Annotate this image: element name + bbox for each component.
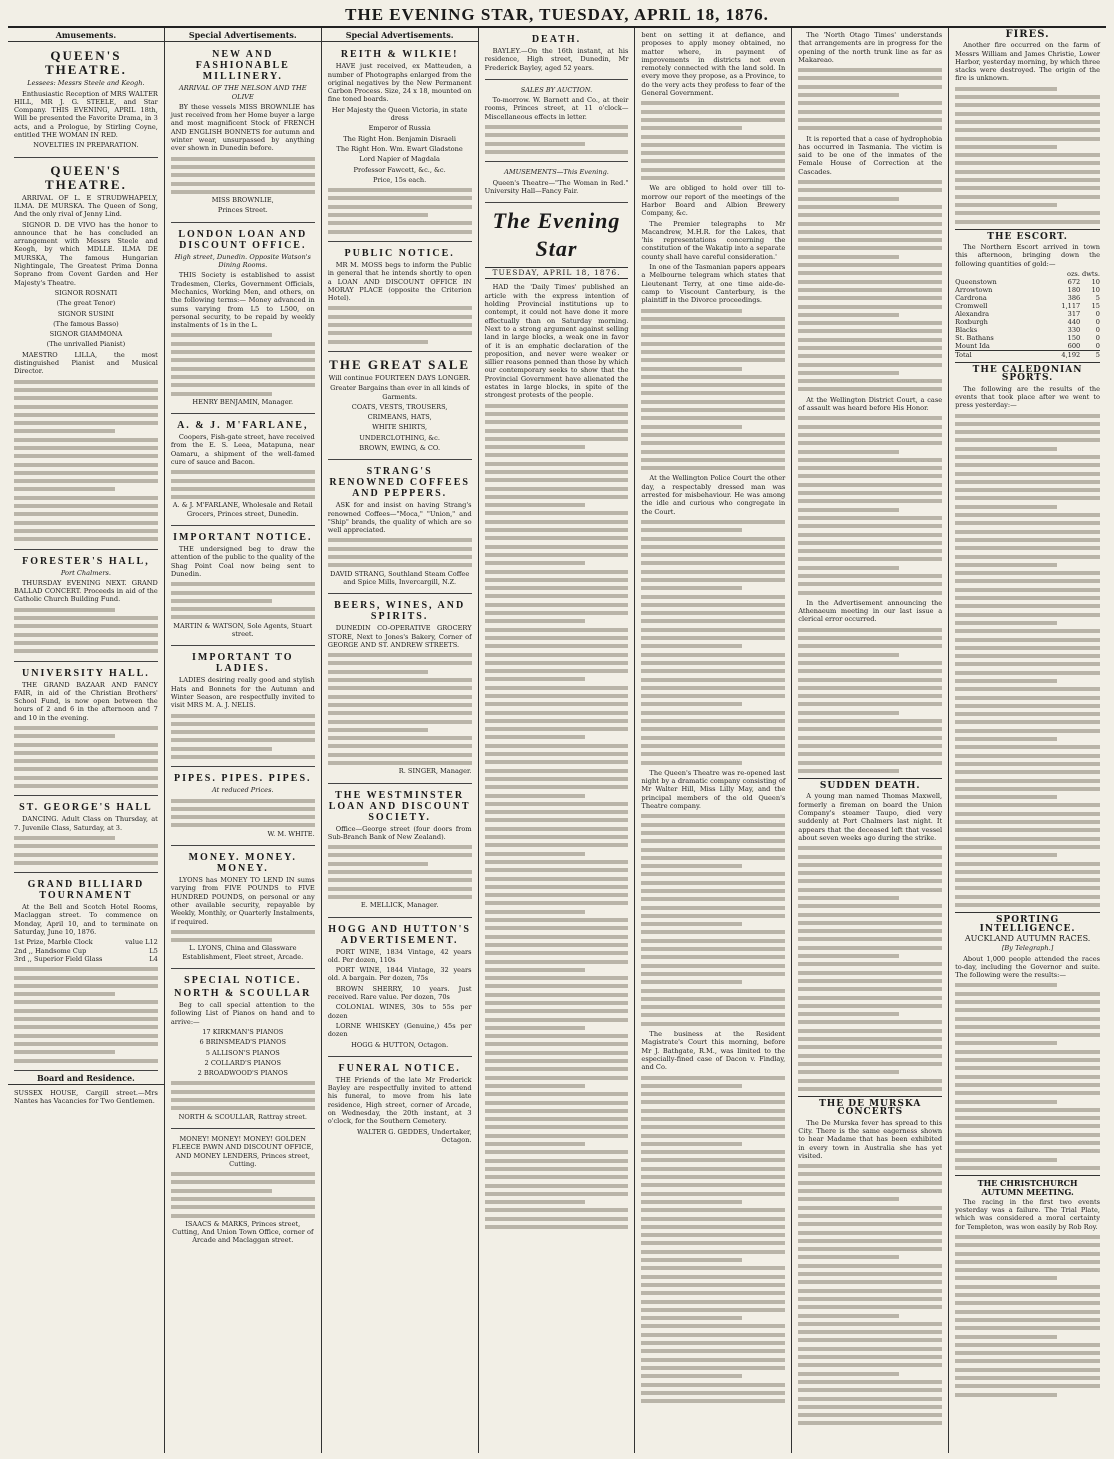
text-filler xyxy=(798,626,942,775)
ad-title: ST. GEORGE'S HALL xyxy=(19,802,153,814)
ad-signature: MARTIN & WATSON, Sole Agents, Stuart street. xyxy=(173,621,313,639)
ad-body: THIS Society is established to assist Tradesmen, Clerks, Government Officials, Mechanics, Working Men, and others, on the following terms:— Money advanced in sums varying from L5 to L500, on personal security, to be repaid by weekly instalments of 1s in the L. xyxy=(170,271,315,330)
ad-body: MAESTRO LILLA, the most distinguished Pianist and Musical Director. xyxy=(14,350,158,376)
text-filler xyxy=(328,186,472,236)
ad-st-georges-hall xyxy=(14,799,158,873)
table-cell: 317 xyxy=(1067,310,1081,319)
article-body: The business at the Resident Magistrate's Court this morning, before Mr J. Bathgate, R.M., was limited to the especially-fined case of Dacon v. Findlay, and Co. xyxy=(641,1030,786,1072)
text-filler xyxy=(171,468,315,501)
article-body: The racing in the first two events yesterday was a failure. The Trial Plate, which was considered a moral certainty for Templeton, was won easily by Rob Roy. xyxy=(955,1197,1100,1231)
table-cell: 10 xyxy=(1091,286,1100,295)
text-filler xyxy=(328,651,472,767)
ad-subtitle: High street, Dunedin. Opposite Watson's Dining Rooms. xyxy=(174,252,311,270)
text-filler xyxy=(14,724,158,790)
ad-queens-theatre xyxy=(14,46,158,157)
column-7 xyxy=(949,28,1106,1453)
ad-signature: E. MELLICK, Manager. xyxy=(360,901,439,910)
divider xyxy=(955,229,1100,230)
ad-title: THE WESTMINSTER LOAN AND DISCOUNT SOCIETY. xyxy=(328,789,471,823)
ad-hogg-hutton xyxy=(328,921,472,1057)
list-item: 17 KIRKMAN'S PIANOS xyxy=(202,1027,284,1036)
ad-signature: A. & J. M'FARLANE, Wholesale and Retail Grocers, Princes street, Dunedin. xyxy=(172,501,313,518)
list-item: BROWN SHERRY, 10 years. Just received. Rare value. Per dozen, 70s xyxy=(327,984,472,1002)
list-item: 2 COLLARD'S PIANOS xyxy=(204,1058,281,1067)
text-filler xyxy=(485,123,629,156)
table-cell: 5 xyxy=(1095,294,1100,303)
auction-notice xyxy=(485,83,629,162)
table-cell: ozs. dwts. xyxy=(1066,270,1100,279)
performer-name: SIGNOR SUSINI xyxy=(57,309,115,318)
ad-pipes xyxy=(171,770,315,846)
text-filler xyxy=(328,304,472,345)
ad-body: Beg to call special attention to the following List of Pianos on hand and to arrive:— xyxy=(170,1001,315,1026)
section-title: FIRES. xyxy=(1005,29,1050,40)
table-row xyxy=(955,326,1100,334)
text-filler xyxy=(955,981,1100,1172)
list-item: PORT WINE, 1844 Vintage, 32 years old. A bargain. Per dozen, 75s xyxy=(327,966,472,983)
ad-title: IMPORTANT NOTICE. xyxy=(173,532,313,544)
ad-address: Princes Street. xyxy=(217,206,268,215)
table-cell: 4,192 xyxy=(1061,351,1081,360)
article-body: The following are the results of the events that took place after we went to press yesterday:— xyxy=(955,384,1100,410)
text-filler xyxy=(955,1233,1100,1399)
ad-title: BEERS, WINES, AND SPIRITS. xyxy=(334,600,466,623)
table-row xyxy=(955,302,1100,310)
section-title: THE ESCORT. xyxy=(987,231,1068,242)
ad-body: HAVE just received, ex Matteuden, a number of Photographs enlarged from the original negatives by the New Permanent Carbon Process. Size, 24 x 18, mounted on fine toned boards. xyxy=(327,62,472,104)
text-filler xyxy=(641,99,785,182)
divider xyxy=(955,362,1100,363)
article-body: The De Murska fever has spread to this City. There is the same eagerness shown to hear Madame that has been exhibited in every town in Australia she has yet visited. xyxy=(798,1118,943,1160)
list-item: LORNE WHISKEY (Genuine,) 45s per dozen xyxy=(327,1021,472,1039)
text-filler xyxy=(798,844,942,1093)
text-filler xyxy=(171,331,315,397)
article-body: The Queen's Theatre was re-opened last night by a dramatic company consisting of Mr Walter Hill, Miss Lilly May, and the principal members of the old Queen's Theatre company. xyxy=(641,768,786,811)
table-cell: Cromwell xyxy=(955,302,988,311)
ad-body: MONEY! MONEY! MONEY! GOLDEN FLEECE PAWN AND DISCOUNT OFFICE, AND MONEY LENDERS, Princes street, Cutting. xyxy=(172,1134,314,1168)
text-filler xyxy=(485,402,629,1232)
death-notice xyxy=(485,31,629,80)
text-filler xyxy=(641,307,785,473)
table-cell: 5 xyxy=(1095,351,1100,360)
ad-title: PUBLIC NOTICE. xyxy=(344,247,455,259)
ad-foresters-hall xyxy=(14,553,158,662)
performer-role: (The famous Basso) xyxy=(53,319,119,328)
table-row xyxy=(955,310,1100,318)
ad-body: THE GRAND BAZAAR AND FANCY FAIR, in aid of the Christian Brothers' School Fund, is now open between the hours of 2 and 6 in the afternoon and 7 and 10 in the evening. xyxy=(14,680,158,722)
list-item: The Right Hon. Benjamin Disraeli xyxy=(343,134,456,143)
ad-signature: W. M. WHITE. xyxy=(267,829,315,838)
list-item: Emperor of Russia xyxy=(368,124,431,133)
table-cell: St. Bathans xyxy=(955,334,994,343)
text-filler xyxy=(328,536,472,569)
performer-role: (The great Tenor) xyxy=(56,299,116,308)
table-cell: Cardrona xyxy=(955,294,987,303)
ad-signature: L. LYONS, China and Glassware Establishment, Fleet street, Arcade. xyxy=(182,944,304,961)
ad-body: SIGNOR D. DE VIVO has the honor to announce that he has concluded an arrangement with Messrs Steele and Keogh, by which MDLLE. ILMA DE MURSKA, The famous Hungarian Nightingale, The Greatest Prima Donna Soprano from Covent Garden and Her Majesty's Theatre. xyxy=(14,220,158,287)
table-cell: 672 xyxy=(1067,278,1081,287)
list-item: Professor Fawcett, &c., &c. xyxy=(353,165,446,174)
text-filler xyxy=(171,928,315,945)
table-cell: 440 xyxy=(1067,318,1081,327)
ad-subtitle: Port Chalmers. xyxy=(60,568,111,577)
text-filler xyxy=(171,712,315,762)
section-title: DEATH. xyxy=(531,34,582,45)
ad-title: FORESTER'S HALL, xyxy=(22,555,150,567)
ad-body: Greater Bargains than ever in all kinds of Garments. xyxy=(330,384,470,401)
text-filler xyxy=(14,965,158,1065)
ad-north-scoullar xyxy=(171,972,315,1129)
ad-signature: DAVID STRANG, Southland Steam Coffee and Spice Mills, Invercargill, N.Z. xyxy=(330,569,470,586)
amusements-notice xyxy=(485,165,629,203)
table-cell: 10 xyxy=(1091,278,1100,287)
list-item: 5 ALLISON'S PIANOS xyxy=(205,1048,280,1057)
ad-money xyxy=(171,849,315,969)
ad-body: ASK for and insist on having Strang's renowned Coffees—"Moca," "Union," and "Ship" brands, the quality of which are so well appreciated. xyxy=(327,501,472,535)
list-item: PORT WINE, 1834 Vintage, 42 years old. Per dozen, 110s xyxy=(327,947,472,964)
ad-subtitle: Lessees: Messrs Steele and Keogh. xyxy=(27,79,145,88)
performer-name: SIGNOR GIAMMONA xyxy=(49,330,123,339)
ad-body: NOVELTIES IN PREPARATION. xyxy=(33,141,139,150)
ad-funeral xyxy=(328,1060,472,1151)
table-cell: 1,117 xyxy=(1061,302,1081,311)
performer-name: SIGNOR ROSNATI xyxy=(54,288,118,297)
article-body: The Premier telegraphs to Mr Macandrew, M.H.R. for the Lakes, that 'his representations concerning the constitution of the Wakatip into a separate county shall have careful consideration.' xyxy=(641,219,786,261)
ad-price: Price, 15s each. xyxy=(373,175,427,184)
ad-reith-wilkie xyxy=(328,46,472,242)
section-title: SALES BY AUCTION. xyxy=(520,85,593,94)
newspaper-title: The Evening Star xyxy=(492,208,621,262)
table-row xyxy=(955,294,1100,302)
column-3 xyxy=(322,28,479,1453)
prize-value: L5 xyxy=(149,946,158,955)
list-item: UNDERCLOTHING, &c. xyxy=(359,433,440,442)
ad-signature: NORTH & SCOULLAR, Rattray street. xyxy=(178,1112,307,1121)
masthead xyxy=(8,4,1106,28)
section-subtitle: [By Telegraph.] xyxy=(1001,944,1054,953)
table-cell: 386 xyxy=(1067,294,1081,303)
list-item: COATS, VESTS, TROUSERS, xyxy=(351,402,448,411)
ad-queens-theatre-2 xyxy=(14,161,158,550)
ad-university-hall xyxy=(14,665,158,797)
table-cell: 180 xyxy=(1067,286,1081,295)
ad-subtitle: ARRIVAL OF THE NELSON AND THE OLIVE xyxy=(178,84,307,101)
column-2 xyxy=(165,28,322,1453)
table-cell: 600 xyxy=(1067,342,1081,351)
ad-body: BY these vessels MISS BROWNLIE has just received from her Home buyer a large and most magnificent Stock of FRENCH AND ENGLISH BONNETS for autumn and winter wear, unsurpassed by anything ever shown in Dunedin before. xyxy=(170,102,315,153)
list-item: COLONIAL WINES, 30s to 55s per dozen xyxy=(327,1003,472,1020)
text-filler xyxy=(171,580,315,621)
article-body: To-morrow. W. Barnett and Co., at their rooms, Princes street, at 11 o'clock—Miscellaneous effects in letter. xyxy=(484,96,629,121)
table-cell: 0 xyxy=(1095,326,1100,335)
text-filler xyxy=(14,834,158,867)
ad-billiard xyxy=(14,876,158,1071)
article-body: Queen's Theatre—"The Woman in Red." University Hall—Fancy Fair. xyxy=(484,178,629,195)
ad-body: DANCING. Adult Class on Thursday, at 7. Juvenile Class, Saturday, at 3. xyxy=(14,815,158,832)
column-4 xyxy=(479,28,636,1453)
ad-body: Enthusiastic Reception of MRS WALTER HILL, MR J. G. STEELE, and Star Company. THIS EVENING, APRIL 18th, Will be presented the Favorite Drama, in 3 acts, and a Prologue, by Stirling Coyne, entitled THE WOMAN IN RED. xyxy=(14,89,158,140)
text-filler xyxy=(798,66,942,132)
text-filler xyxy=(641,518,785,767)
list-item: Her Majesty the Queen Victoria, in state dress xyxy=(331,105,468,123)
text-filler xyxy=(171,797,315,830)
ad-body: LYONS has MONEY TO LEND IN sums varying from FIVE POUNDS to FIVE HUNDRED POUNDS, on personal or any other available security, repayable by Weekly, Monthly, or Quarterly Instalments, if required. xyxy=(170,876,315,926)
ad-title: UNIVERSITY HALL. xyxy=(22,667,150,679)
table-row xyxy=(955,334,1100,342)
ad-title: IMPORTANT TO LADIES. xyxy=(192,652,294,675)
ad-strang xyxy=(328,463,472,594)
section-title: THE DE MURSKA CONCERTS xyxy=(819,1099,922,1118)
article-body: The 'North Otago Times' understands that arrangements are in progress for the opening of the north trunk line as far as Makareao. xyxy=(798,31,943,64)
list-item: The Right Hon. Wm. Ewart Gladstone xyxy=(336,144,463,153)
article-body: At the Wellington Police Court the other day, a respectably dressed man was arrested for misbehaviour. He was among the idle and curious who congregate in the Court. xyxy=(641,474,786,516)
text-filler xyxy=(171,1170,315,1220)
prize-value: L4 xyxy=(149,954,158,963)
masthead-title: THE EVENING STAR, TUESDAY, APRIL 18, 1876. xyxy=(345,5,769,24)
section-head-special: Special Advertisements. xyxy=(165,31,321,42)
ad-body: LADIES desiring really good and stylish Hats and Bonnets for the Autumn and Winter Season, are respectfully invited to visit MRS M. A. J. NELIS. xyxy=(170,676,315,710)
ad-signature: R. SINGER, Manager. xyxy=(398,767,472,776)
performer-role: (The unrivalled Pianist) xyxy=(46,340,126,349)
section-title: THE CHRISTCHURCH AUTUMN MEETING. xyxy=(977,1178,1078,1197)
ad-beers-wines xyxy=(328,597,472,783)
table-row xyxy=(955,278,1100,286)
ad-body: Coopers, Fish-gate street, have received from the E. S. Leea, Matapuna, near Oamaru, a shipment of the well-famed cure of sauce and Bacon. xyxy=(170,433,315,466)
section-title: SUDDEN DEATH. xyxy=(819,781,921,792)
table-cell: Queenstown xyxy=(955,278,997,287)
divider xyxy=(798,778,942,779)
ad-body: ARRIVAL OF L. E STRUDWHAPELY, ILMA. DE MURSKA. The Queen of Song, And the only rival of Jenny Lind. xyxy=(14,193,158,219)
article-body: In one of the Tasmanian papers appears a Melbourne telegram which states that Lieutenant Terry, at one time aide-de-camp to Viscount Canterbury, is the plaintiff in the Divorce proceedings. xyxy=(641,263,786,305)
ad-body: At the Bell and Scotch Hotel Rooms, Maclaggan street. To commence on Monday, April 10, and to terminate on Saturday, June 10, 1876. xyxy=(14,903,158,937)
section-head-amusements: Amusements. xyxy=(8,31,164,42)
ad-important-notice xyxy=(171,529,315,646)
columns xyxy=(8,28,1106,1453)
leader-article: HAD the 'Daily Times' published an article with the express intention of holding Provincial institutions up to contempt, it could not have done it more effectually than on Saturday morning. Next to a strong argument against selling land in large blocks, a weak one in favor of it is an emphatic declaration of the proposition, and never were weaker or sillier reasons penned than those by which our contemporary seeks to show that the Provincial Government have alienated the estates in large blocks, in spite of the strongest protests of the people. xyxy=(484,283,629,400)
ad-ladies xyxy=(171,649,315,767)
prize-list xyxy=(14,938,158,963)
dateline: TUESDAY, APRIL 18, 1876. xyxy=(485,267,629,279)
list-item xyxy=(14,938,158,946)
article-body: The Northern Escort arrived in town this afternoon, bringing down the following quantities of gold:— xyxy=(955,243,1100,268)
prize-value: value L12 xyxy=(125,938,158,947)
section-title: THE CALEDONIAN SPORTS. xyxy=(972,365,1083,384)
divider xyxy=(798,1096,942,1097)
text-filler xyxy=(798,1162,942,1428)
article-body: We are obliged to hold over till to-morrow our report of the meetings of the Harbor Board and Albion Brewery Company, &c. xyxy=(641,184,786,218)
table-cell: 15 xyxy=(1091,302,1100,311)
article-body: About 1,000 people attended the races to-day, including the Governor and suite. The following were the results:— xyxy=(955,954,1100,980)
table-cell: Total xyxy=(955,351,972,360)
article-body: In the Advertisement announcing the Athenaeum meeting in our last issue a clerical error occurred. xyxy=(798,598,943,624)
table-cell: 0 xyxy=(1095,318,1100,327)
text-filler xyxy=(955,412,1100,910)
ad-body: Office—George street (four doors from Sub-Branch Bank of New Zealand). xyxy=(327,824,472,841)
ad-title: SPECIAL NOTICE. xyxy=(184,975,302,987)
escort-table xyxy=(955,270,1100,359)
prize-name: 1st Prize, Marble Clock xyxy=(14,938,93,947)
column-6 xyxy=(792,28,949,1453)
ad-body: MR M. MOSS begs to inform the Public in general that he intends shortly to open a LOAN AND DISCOUNT OFFICE IN MORAY PLACE (opposite the Criterion Hotel). xyxy=(327,260,472,303)
article-body: A young man named Thomas Maxwell, formerly a fireman on board the Union Company's steamer Taupo, died very suddenly at Port Chalmers last night. It appears that the deceased left that vessel about seven weeks ago during the strike. xyxy=(798,792,943,842)
ad-great-sale xyxy=(328,355,472,460)
list-item xyxy=(14,955,158,963)
ad-body: DUNEDIN CO-OPERATIVE GROCERY STORE, Next to Jones's Bakery, Corner of GEORGE AND ST. ANDREW STREETS. xyxy=(327,624,472,649)
ad-title: HOGG AND HUTTON'S ADVERTISEMENT. xyxy=(328,923,471,946)
ad-body: THURSDAY EVENING NEXT. GRAND BALLAD CONCERT. Proceeds in aid of the Catholic Church Building Fund. xyxy=(14,578,158,604)
section-title: AMUSEMENTS—This Evening. xyxy=(504,168,609,177)
list-item: CRIMEANS, HATS, xyxy=(367,413,432,422)
table-cell: Blacks xyxy=(955,326,978,335)
text-filler xyxy=(171,155,315,196)
table-cell: 0 xyxy=(1095,334,1100,343)
ad-title: FUNERAL NOTICE. xyxy=(338,1062,461,1074)
section-subtitle: AUCKLAND AUTUMN RACES. xyxy=(964,933,1091,943)
divider xyxy=(955,1175,1100,1176)
table-cell: Arrowtown xyxy=(955,286,993,295)
divider xyxy=(955,912,1100,913)
ad-title: MONEY. MONEY. MONEY. xyxy=(188,852,297,875)
ad-mfarlane xyxy=(171,417,315,526)
column-1 xyxy=(8,28,165,1453)
article-body: Another fire occurred on the farm of Messrs William and James Christie, Lower Harbor, yesterday morning, by which three stacks were destroyed. The origin of the fire is unknown. xyxy=(955,41,1100,83)
ad-title: PIPES. PIPES. PIPES. xyxy=(174,773,312,785)
ad-signature: ISAACS & MARKS, Princes street, Cutting, And Union Town Office, corner of Arcade and Maclaggan street. xyxy=(172,1219,314,1245)
table-cell: 0 xyxy=(1095,310,1100,319)
ad-subtitle: At reduced Prices. xyxy=(211,786,274,795)
list-item: Lord Napier of Magdala xyxy=(359,155,440,164)
ad-millinery xyxy=(171,46,315,222)
article-body: It is reported that a case of hydrophobia has occurred in Tasmania. The victim is said to be one of the inmates of the Female House of Correction at the Cascades. xyxy=(798,134,943,176)
ad-title: GRAND BILLIARD TOURNAMENT xyxy=(27,879,145,902)
ad-body: THE Friends of the late Mr Frederick Bayley are respectfully invited to attend his funeral, to move from his late residence, High street, corner of Arcade, on Wednesday, the 20th instant, at 3 o'clock, for the Southern Cemetery. xyxy=(327,1075,472,1126)
table-cell: Alexandra xyxy=(955,310,990,319)
ad-title: STRANG'S RENOWNED COFFEES AND PEPPERS. xyxy=(329,466,470,500)
ad-london-loan xyxy=(171,226,315,414)
list-item: 6 BRINSMEAD'S PIANOS xyxy=(199,1038,287,1047)
ad-body: THE undersigned beg to draw the attention of the public to the quality of the Shag Point Coal now being sent to Dunedin. xyxy=(170,545,315,578)
ad-public-notice xyxy=(328,245,472,352)
table-row xyxy=(955,318,1100,326)
table-total-row xyxy=(955,351,1100,360)
ad-title: LONDON LOAN AND DISCOUNT OFFICE. xyxy=(178,228,308,251)
text-filler xyxy=(641,812,785,1028)
list-item xyxy=(14,947,158,955)
text-filler xyxy=(14,606,158,656)
table-cell: Mount Ida xyxy=(955,342,990,351)
section-head-special-2: Special Advertisements. xyxy=(322,31,478,42)
ad-title: REITH & WILKIE! xyxy=(340,49,459,61)
column-5 xyxy=(635,28,792,1453)
ad-signature: HOGG & HUTTON, Octagon. xyxy=(351,1040,449,1049)
ad-signature: HENRY BENJAMIN, Manager. xyxy=(192,397,294,406)
text-filler xyxy=(14,378,158,544)
article-body: At the Wellington District Court, a case of assault was heard before His Honor. xyxy=(798,395,943,413)
ad-westminster xyxy=(328,787,472,918)
section-title: SPORTING INTELLIGENCE. xyxy=(979,915,1076,934)
table-cell: 0 xyxy=(1095,342,1100,351)
ad-title: NEW AND FASHIONABLE MILLINERY. xyxy=(195,49,290,83)
ad-subtitle: Will continue FOURTEEN DAYS LONGER. xyxy=(328,373,471,382)
ad-signature: BROWN, EWING, & CO. xyxy=(359,443,441,452)
table-cell: 330 xyxy=(1067,326,1081,335)
table-row xyxy=(955,286,1100,294)
ad-signature: WALTER G. GEDDES, Undertaker, Octagon. xyxy=(356,1127,472,1144)
ad-title: QUEEN'S THEATRE. xyxy=(44,162,127,192)
section-head-board: Board and Residence. xyxy=(8,1074,164,1085)
table-row xyxy=(955,342,1100,351)
ad-body: SUSSEX HOUSE, Cargill street.—Mrs Nantes has Vacancies for Two Gentlemen. xyxy=(14,1089,158,1106)
table-header xyxy=(955,270,1100,278)
article-body: bent on setting it at defiance, and proposes to apply money obtained, no matter where, in payment of improvements in districts not even remotely connected with the land sold. In every move they propose, as a Province, to do the very acts they profess to fear of the General Government. xyxy=(641,31,786,98)
ad-title: QUEEN'S THEATRE. xyxy=(44,48,127,78)
ad-signature: MISS BROWNLIE, xyxy=(211,196,274,205)
article-body: BAYLEY.—On the 16th instant, at his residence, High street, Dunedin, Mr Frederick Bayley, aged 52 years. xyxy=(484,47,629,72)
text-filler xyxy=(171,1079,315,1112)
text-filler xyxy=(798,178,942,394)
text-filler xyxy=(328,843,472,901)
text-filler xyxy=(798,414,942,597)
ad-golden-fleece xyxy=(171,1132,315,1252)
list-item: 2 BROADWOOD'S PIANOS xyxy=(197,1069,288,1078)
prize-name: 2nd ,, Handsome Cup xyxy=(14,946,87,955)
text-filler xyxy=(641,1074,785,1406)
table-cell: Roxburgh xyxy=(955,318,988,327)
ad-title: THE GREAT SALE xyxy=(329,356,471,372)
prize-name: 3rd ,, Superior Field Glass xyxy=(14,954,103,963)
list-item: WHITE SHIRTS, xyxy=(372,423,428,432)
ad-title: A. & J. M'FARLANE, xyxy=(177,420,309,432)
ad-title: NORTH & SCOULLAR xyxy=(174,988,312,1000)
text-filler xyxy=(955,85,1100,226)
table-cell: 150 xyxy=(1067,334,1081,343)
